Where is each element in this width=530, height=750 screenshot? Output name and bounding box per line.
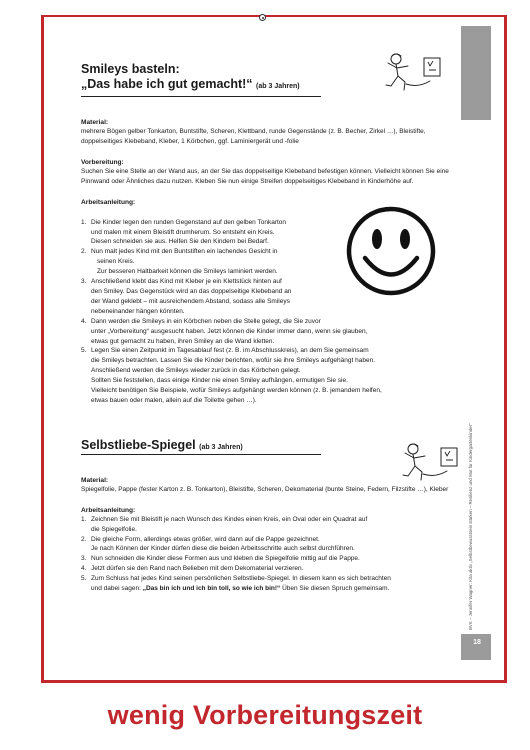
sidebar-credit: BVK – Jennifer Wagner: Kita aktiv „Selbstbewusstsein stärken – Resilienz und Mut für Kindergartenkinder“ — [468, 423, 473, 630]
material-label: Material: — [81, 476, 109, 484]
instructions-label: Arbeitsanleitung: — [81, 198, 136, 206]
list-item: 2. Nun malt jedes Kind mit den Buntstiften ein lachendes Gesicht in seinen Kreis. Zur besseren Haltbarkeit können die Smileys laminiert werden. — [81, 248, 278, 276]
preparation-label: Vorbereitung: — [81, 158, 124, 166]
section2-title-text: Selbstliebe-Spiegel — [81, 437, 196, 452]
material-label: Material: — [81, 119, 109, 126]
list-item: 2. Die gleiche Form, allerdings etwas größer, wird dann auf die Pappe gezeichnet. Je nach Können der Kinder dürfen diese die beiden Arbeitsschritte auch selbst durchführen. — [81, 535, 355, 553]
title-underline — [81, 454, 321, 455]
worksheet-content — [81, 62, 461, 594]
section2-title — [81, 438, 461, 452]
motto-quote: „Das bin ich und ich bin toll, so wie ich bin!“ — [142, 585, 281, 593]
section1-age: (ab 3 Jahren) — [256, 83, 300, 90]
section2-age: (ab 3 Jahren) — [199, 443, 243, 451]
instructions-label: Arbeitsanleitung: — [81, 506, 136, 514]
section1-subtitle — [81, 77, 461, 94]
list-item: 3. Nun schneiden die Kinder diese Formen aus und kleben die Spiegelfolie mittig auf die Pappe. — [81, 555, 360, 563]
list-item: 4. Dann werden die Smileys in ein Körbchen neben die Stelle gelegt, die Sie zuvor unter „Vorbereitung“ ausgesucht haben. Jetzt können die Kinder immer dann, wenn sie glauben, etwas gut gemacht zu haben, ihren Smiley an die Wand kletten. — [81, 317, 368, 345]
page-number: 18 — [473, 639, 481, 646]
material-text: mehrere Bögen gelber Tonkarton, Buntstifte, Scheren, Klettband, runde Gegenstände (z. B. Becher, Zirkel …), Bleistifte, doppelseitiges Klebeband, Kleber, 1 Körbchen, ggf. Laminiergerät und -folie — [81, 128, 426, 145]
instructions-list — [81, 218, 461, 406]
page-number-box — [461, 634, 491, 660]
section-smileys — [81, 62, 461, 406]
list-item: 1. Zeichnen Sie mit Bleistift je nach Wunsch des Kindes einen Kreis, ein Oval oder ein Quadrat auf die Spiegelfolie. — [81, 515, 368, 533]
instructions-list — [81, 515, 461, 594]
binder-hole — [259, 14, 266, 21]
section1-subtitle-text: „Das habe ich gut gemacht!“ — [81, 77, 253, 91]
material-text: Spiegelfolie, Pappe (fester Karton z. B. Tonkarton), Bleistifte, Scheren, Dekomaterial (bunte Steine, Federn, Filzstifte …), Kleber — [81, 485, 449, 493]
list-item: 4. Jetzt dürfen sie den Rand nach Belieben mit dem Dekomaterial verzieren. — [81, 565, 304, 573]
list-item: 1. Die Kinder legen den runden Gegenstand auf den gelben Tonkarton und malen mit einem Bleistift drumherum. So entsteht ein Kreis. Diesen schneiden sie aus. Helfen Sie den Kindern bei Bedarf. — [81, 218, 287, 246]
list-item: 5. Zum Schluss hat jedes Kind seinen persönlichen Selbstliebe-Spiegel. In diesem kann es sich betrachten und dabei sagen: „Das bin ich und ich bin toll, so wie ich bin!“ Üben Sie diesen Spruch gemeinsam. — [81, 575, 391, 593]
section1-title: Smileys basteln: — [81, 62, 180, 76]
title-underline — [81, 96, 321, 97]
list-item: 3. Anschließend klebt das Kind mit Kleber je ein Klettstück hinten auf den Smiley. Das Gegenstück wird an das doppelseitige Klebeband an der Wand geklebt – mit ausreichendem Abstand, sodass alle Smileys nebeneinander hängen könnten. — [81, 278, 292, 315]
section-mirror — [81, 438, 461, 594]
list-item: 5. Legen Sie einen Zeitpunkt im Tagesablauf fest (z. B. im Abschlusskreis), an dem Sie gemeinsam die Smileys betrachten. Lassen Sie die Kinder berichten, wofür sie ihre Smileys aufgehängt haben. Anschließend werden die Smileys wieder zurück in das Körbchen gelegt. Sollten Sie feststellen, dass einige Kinder nie einen Smiley aufhängen, ermutigen Sie sie. Vielleicht benötigen Sie Beispiele, wofür Smileys aufgehängt werden können (z. B. jemandem helfen, etwas bauen oder malen, allein auf die Toilette gehen …). — [81, 347, 382, 404]
footer-banner: wenig Vorbereitungszeit — [107, 699, 423, 730]
preparation-text: Suchen Sie eine Stelle an der Wand aus, an der Sie das doppelseitige Klebeband befestigen können. Vielleicht können Sie eine Pinnwand oder Ähnliches dazu nutzen. Kleben Sie nun einige Streifen doppelseitiges Klebeband in Kinderhöhe auf. — [81, 167, 449, 185]
